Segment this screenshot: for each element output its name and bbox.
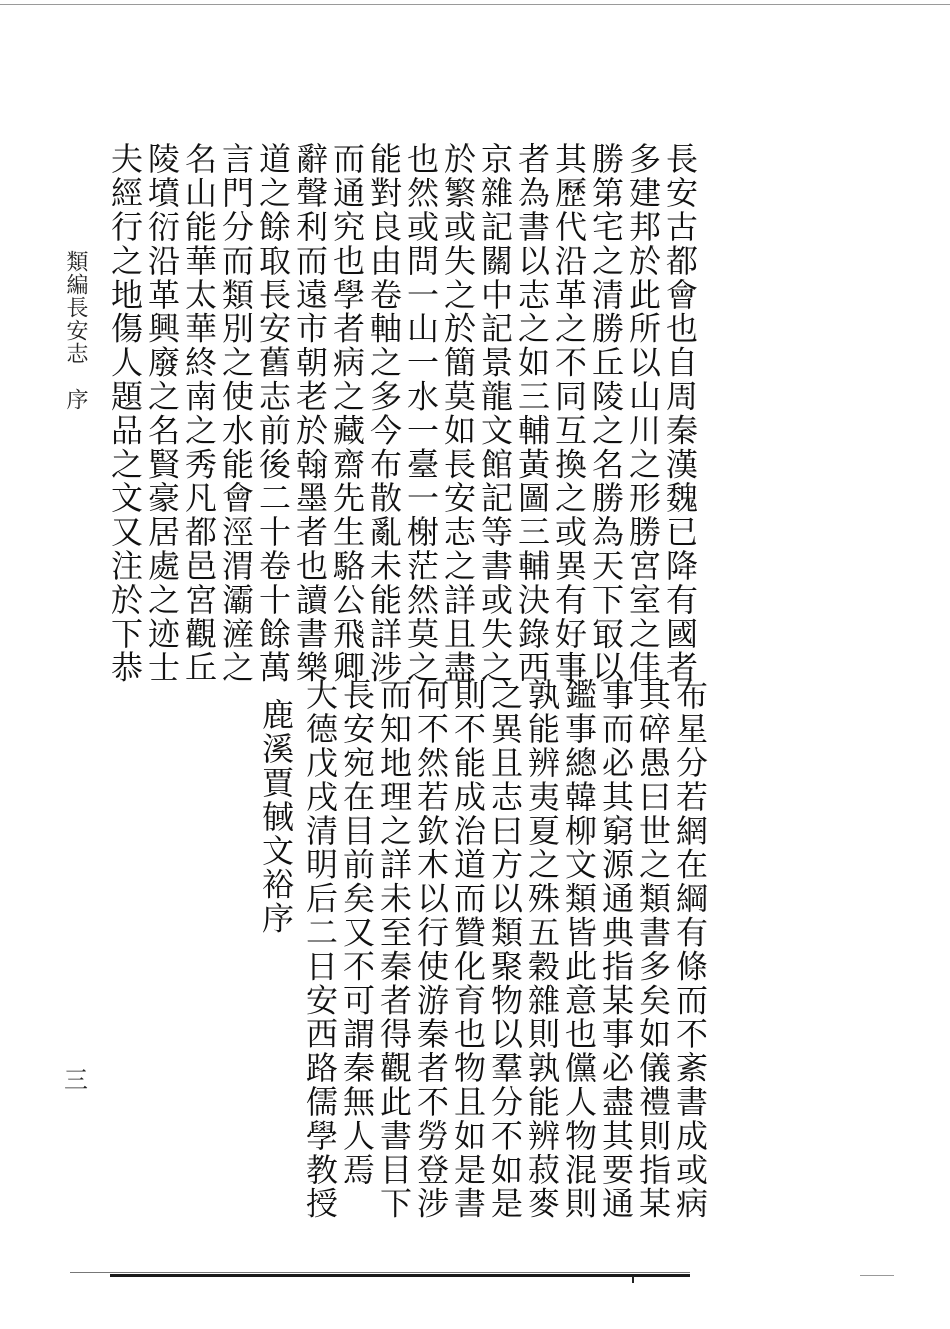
preface-column-19: 事而必其窮源通典指某事必盡其要通	[597, 678, 635, 1221]
bottom-thin-rule	[70, 1272, 690, 1273]
preface-column-8: 也然或問一山一水一臺一榭茫然莫之	[402, 142, 440, 685]
margin-book-title: 類編長安志 序	[63, 250, 88, 411]
preface-column-25: 而知地理之詳未至秦者得觀此書目下	[375, 678, 413, 1221]
top-page-rule	[0, 4, 950, 5]
preface-column-21: 孰能辨夷夏之殊五穀雜則孰能辨菽麥	[523, 678, 561, 1221]
preface-signature: 鹿溪賈戫文裕序	[257, 698, 295, 936]
preface-column-26: 長安宛在目前矣又不可謂秦無人焉	[338, 678, 376, 1187]
preface-column-20: 鑑事總韓柳文類皆此意也儻人物混則	[560, 678, 598, 1221]
preface-column-17: 布星分若網在綱有條而不紊書成或病	[671, 678, 709, 1221]
preface-column-22: 之異且志曰方以類聚物以羣分不如是	[486, 678, 524, 1221]
bottom-thick-rule	[110, 1274, 690, 1277]
preface-column-27: 大德戊戌清明后二日安西路儒學教授	[301, 678, 339, 1221]
preface-column-16: 夫經行之地傷人題品之文又注於下恭	[106, 142, 144, 685]
preface-column-6: 京雜記關中記景龍文館記等書或失之	[476, 142, 514, 685]
preface-column-3: 勝第宅之清勝丘陵之名勝為天下冣以	[587, 142, 625, 685]
preface-column-13: 言門分而類別之使水能會涇渭灞滻之	[217, 142, 255, 685]
preface-column-23: 則不能成治道而贊化育也物且如是書	[449, 678, 487, 1221]
preface-column-7: 於繁或失之於簡莫如長安志之詳且盡	[439, 142, 477, 685]
preface-column-5: 者為書以志之如三輔黃圖三輔決錄西	[513, 142, 551, 685]
preface-column-10: 而通究也學者病之藏齋先生駱公飛卿	[328, 142, 366, 685]
preface-column-15: 陵墳衍沿革興廢之名賢豪居處之迹士	[143, 142, 181, 685]
bottom-right-mark	[860, 1275, 894, 1276]
preface-column-1: 長安古都會也自周秦漢魏已降有國者	[661, 142, 699, 685]
preface-column-2: 多建邦於此所以山川之形勝宮室之佳	[624, 142, 662, 685]
preface-column-9: 能對良由卷軸之多今布散亂未能詳涉	[365, 142, 403, 685]
preface-column-12: 道之餘取長安舊志前後二十卷十餘萬	[254, 142, 292, 685]
preface-column-11: 辭聲利而遠市朝老於翰墨者也讀書樂	[291, 142, 329, 685]
preface-column-4: 其歷代沿革之不同互換之或異有好事	[550, 142, 588, 685]
page-number: 三	[64, 1066, 88, 1094]
preface-column-24: 何不然若欽木以行使游秦者不勞登涉	[412, 678, 450, 1221]
bottom-rule-tick	[632, 1276, 634, 1283]
preface-column-18: 其碎愚曰世之類書多矣如儀禮則指某	[634, 678, 672, 1221]
preface-column-14: 名山能華太華終南之秀凡都邑宮觀丘	[180, 142, 218, 685]
